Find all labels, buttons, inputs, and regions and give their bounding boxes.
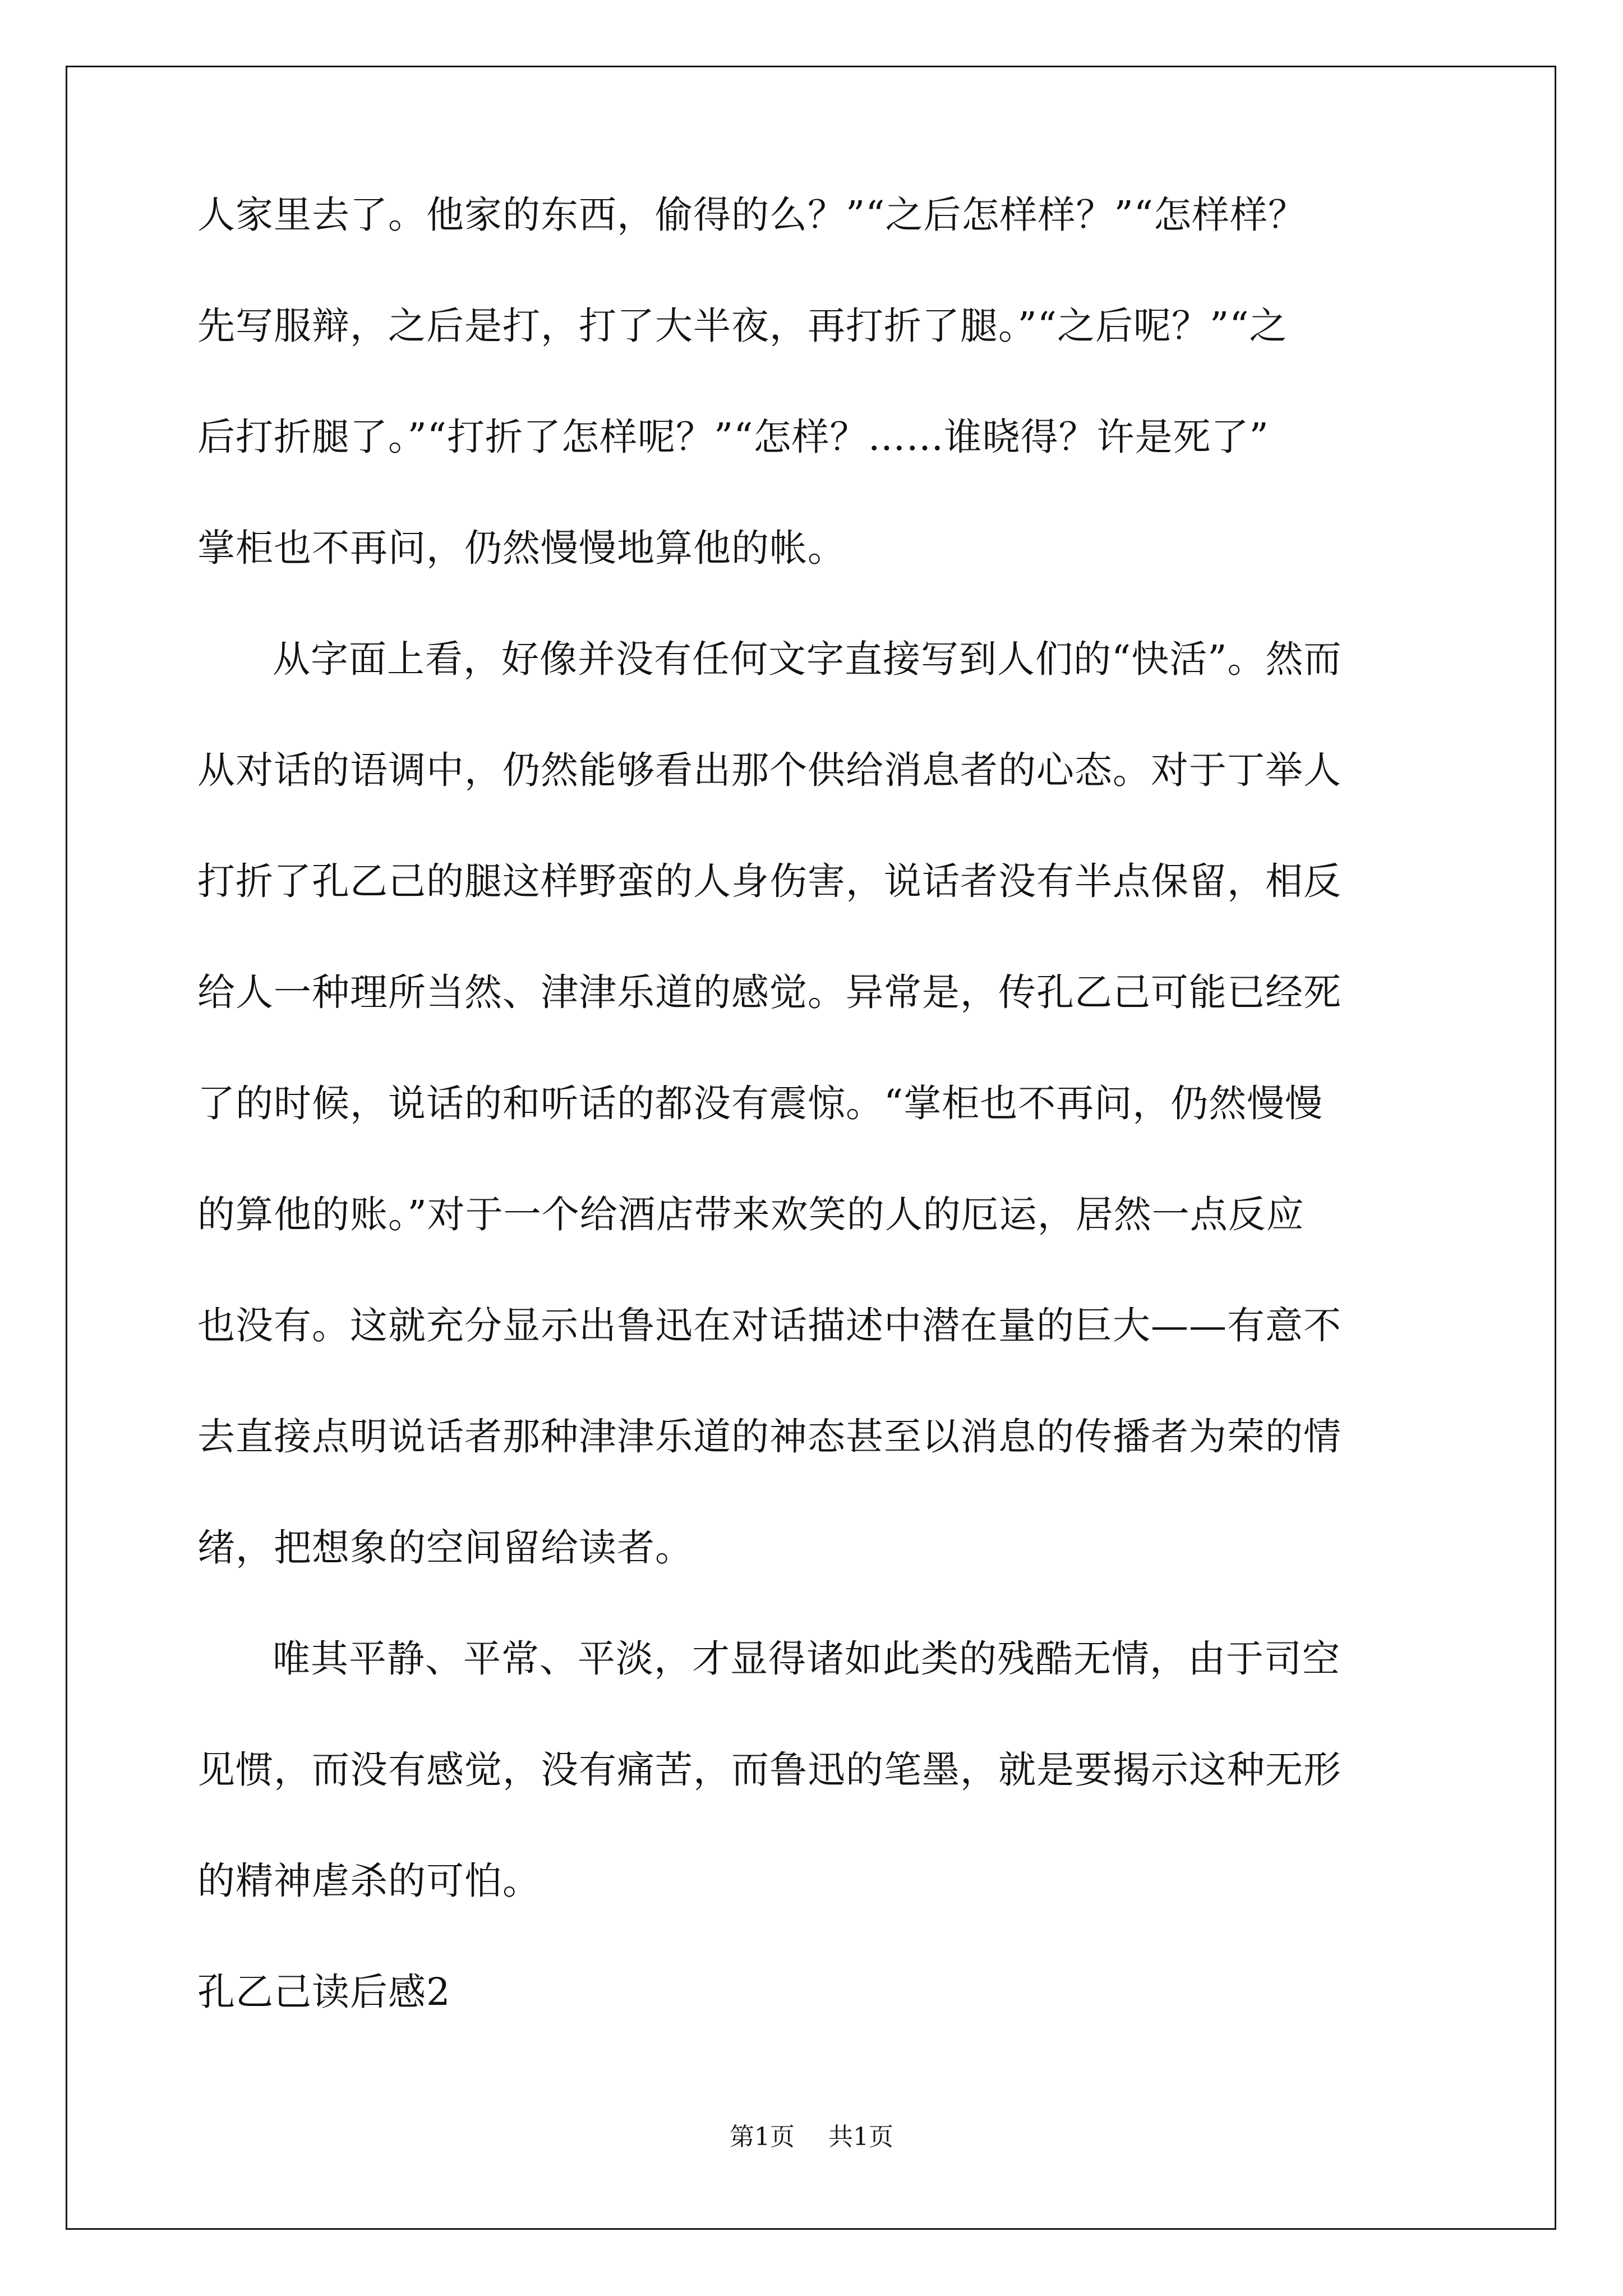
page-footer [0, 2125, 1623, 2150]
text-line: 去直接点明说话者那种津津乐道的神态甚至以消息的传播者为荣的情 [197, 1415, 1341, 1458]
text-line: 给人一种理所当然、津津乐道的感觉。异常是，传孔乙己可能已经死 [197, 970, 1341, 1014]
text-line: 打折了孔乙己的腿这样野蛮的人身伤害，说话者没有半点保留，相反 [197, 859, 1341, 903]
text-line: 也没有。这就充分显示出鲁迅在对话描述中潜在量的巨大——有意不 [197, 1304, 1341, 1347]
text-line: 人家里去了。他家的东西，偷得的么？”“之后怎样样？”“怎样样？ [197, 193, 1307, 237]
text-line: 的精神虐杀的可怕。 [197, 1859, 541, 1903]
paragraph-start-line: 唯其平静、平常、平淡，才显得诸如此类的残酷无情，由于司空 [273, 1637, 1340, 1681]
text-line: 了的时候，说话的和听话的都没有震惊。“掌柜也不再问，仍然慢慢 [197, 1082, 1324, 1125]
paragraph-start-line: 从字面上看，好像并没有任何文字直接写到人们的“快活”。然而 [273, 637, 1342, 681]
document-body [197, 193, 1431, 2085]
text-line: 从对话的语调中，仍然能够看出那个供给消息者的心态。对于丁举人 [197, 748, 1341, 792]
text-line: 绪，把想象的空间留给读者。 [197, 1526, 693, 1570]
section-heading: 孔乙己读后感2 [197, 1970, 451, 2014]
text-line: 的算他的账。”对于一个给酒店带来欢笑的人的厄运，居然一点反应 [197, 1193, 1304, 1236]
total-pages-label: 共1页 [828, 2123, 893, 2151]
text-line: 后打折腿了。”“打折了怎样呢？”“怎样？……谁晓得？许是死了” [197, 415, 1269, 459]
page-number-label: 第1页 [730, 2123, 795, 2151]
text-line: 见惯，而没有感觉，没有痛苦，而鲁迅的笔墨，就是要揭示这种无形 [197, 1748, 1341, 1792]
text-line: 掌柜也不再问，仍然慢慢地算他的帐。 [197, 526, 846, 570]
text-line: 先写服辩，之后是打，打了大半夜，再打折了腿。”“之后呢？”“之 [197, 304, 1288, 348]
